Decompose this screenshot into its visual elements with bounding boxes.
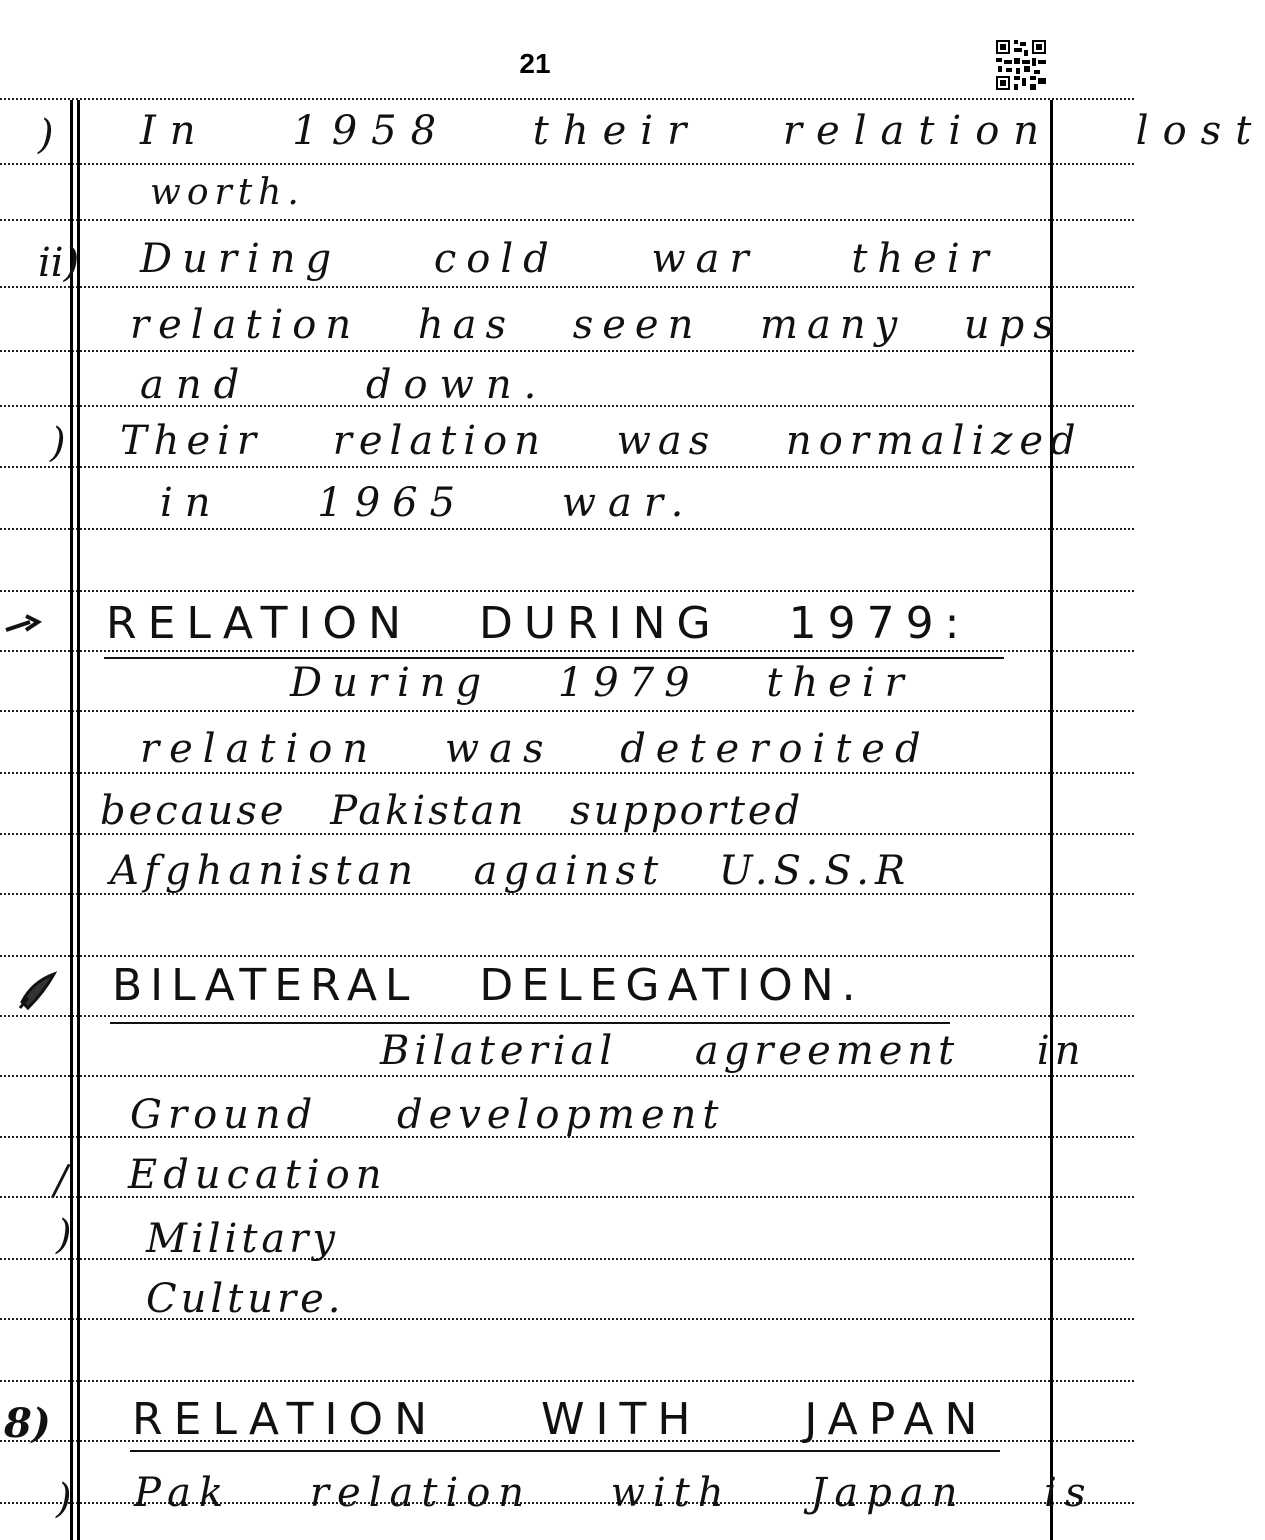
ruled-line [0,1380,1134,1382]
handwritten-line: During cold war their [140,236,999,282]
ruled-line [0,955,1134,957]
page-number: 21 [519,48,551,79]
section-heading: RELATION DURING 1979: [106,598,971,649]
ruled-line [0,772,1134,774]
ruled-line [0,650,1134,652]
ruled-line [0,350,1134,352]
handwritten-line: in 1965 war. [160,480,696,526]
heading-underline [110,1022,950,1024]
handwritten-line: During 1979 their [290,660,914,706]
ruled-line [0,98,1134,100]
list-marker: ) [56,1476,72,1522]
ruled-line [0,286,1134,288]
handwritten-line: Their relation was normalized [120,418,1083,464]
section-heading: BILATERAL DELEGATION. [112,960,864,1011]
handwritten-line: Military [146,1216,339,1262]
ruled-line [0,590,1134,592]
margin-line [70,100,73,1540]
list-marker: ) [38,112,54,158]
handwritten-line: and down. [140,362,549,408]
section-marker: 8) [4,1400,51,1447]
handwritten-line: In 1958 their relation lost [140,108,1265,154]
margin-line [77,100,80,1540]
handwritten-line: because Pakistan supported [100,788,804,834]
handwritten-line: Culture. [146,1276,345,1322]
ruled-line [0,1075,1134,1077]
ruled-line [0,466,1134,468]
ruled-line [0,163,1134,165]
list-marker: ii) [38,240,80,286]
pen-tick-icon [14,968,64,1018]
heading-underline [130,1450,1000,1452]
heading-underline [104,657,1004,659]
list-marker: / [54,1158,68,1204]
section-heading: RELATION WITH JAPAN [132,1394,989,1445]
ruled-line [0,528,1134,530]
arrow-mark-icon [4,608,44,638]
list-marker: ) [50,420,66,466]
handwritten-line: relation was deteroited [140,726,931,772]
qr-code-icon [994,38,1048,92]
ruled-line [0,710,1134,712]
handwritten-line: Pak relation with Japan is [134,1470,1094,1516]
handwritten-line: worth. [150,172,305,213]
handwritten-line: Education [128,1152,388,1198]
list-marker: ) [56,1212,72,1258]
ruled-line [0,219,1134,221]
handwritten-line: Bilaterial agreement in [380,1028,1086,1074]
handwritten-line: Afghanistan against U.S.S.R [110,848,912,894]
handwritten-line: Ground development [130,1092,725,1138]
ruled-line [0,1015,1134,1017]
handwritten-line: relation has seen many ups [130,302,1063,348]
